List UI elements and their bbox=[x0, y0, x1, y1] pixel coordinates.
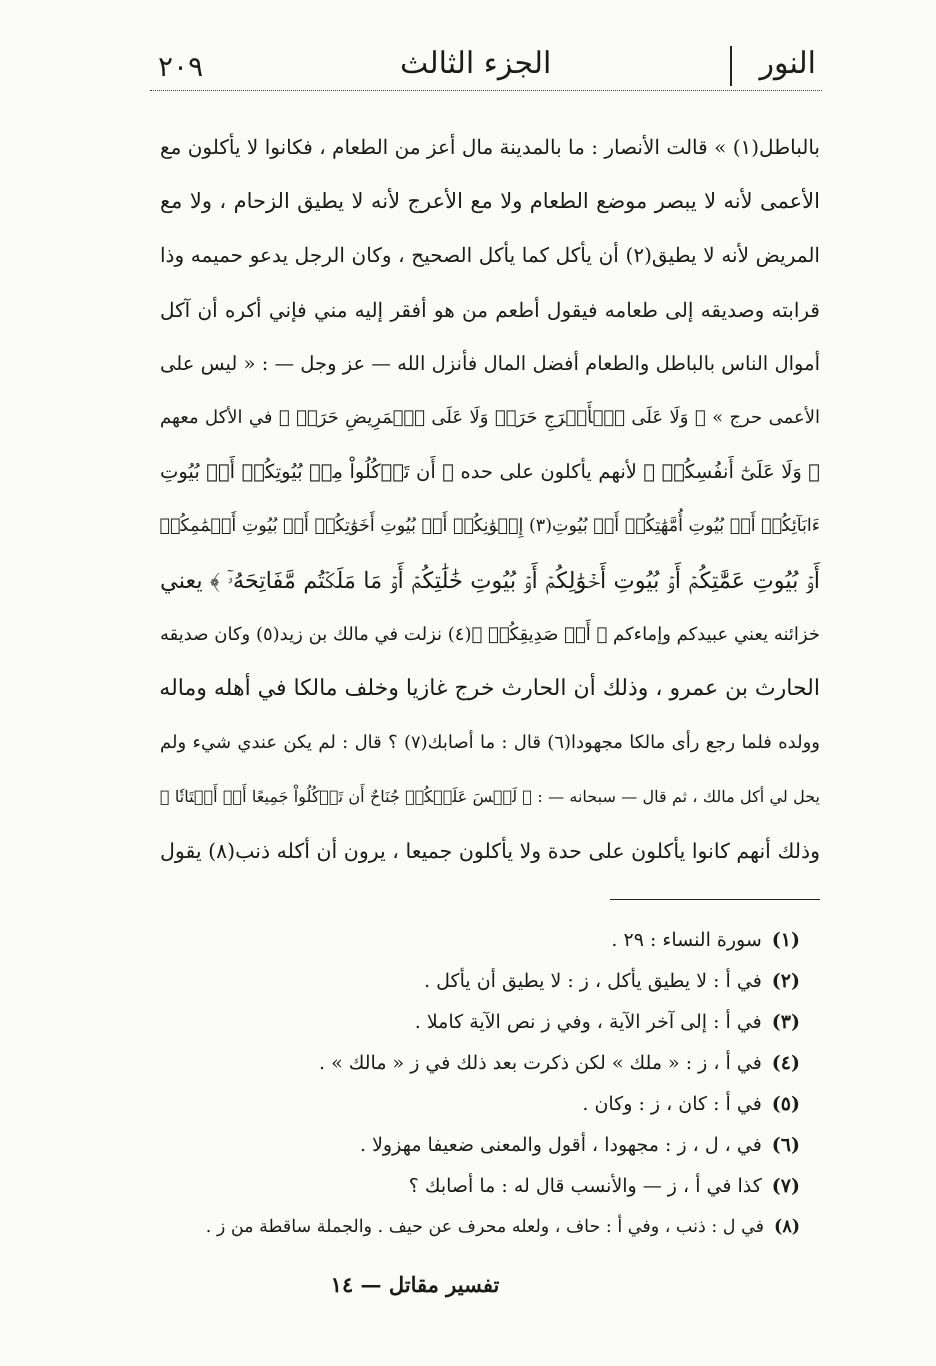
text-line: ءَابَآئِكُمۡ أَوۡ بُيُوتِ أُمَّهَٰتِكُمۡ أَوۡ بُيُوتِ(٣) إِخۡوَٰنِكُمۡ أَوۡ بُيُوتِ أَخَوَٰتِكُمۡ أَوۡ بُيُوتِ أَعۡمَٰمِكُمۡ bbox=[159, 516, 820, 537]
footnote-number: (٣) bbox=[771, 1011, 800, 1033]
footnote bbox=[200, 1125, 800, 1166]
running-header bbox=[150, 40, 822, 91]
footnote bbox=[200, 1084, 800, 1125]
footnote-text: في ، ل ، ز : مجهودا ، أقول والمعنى ضعيفا مهزولا . bbox=[360, 1134, 762, 1156]
main-text bbox=[160, 120, 820, 879]
footnote-text: في أ ، ز : « ملك » لكن ذكرت بعد ذلك في ز « مالك » . bbox=[319, 1052, 762, 1074]
footnote bbox=[200, 1002, 800, 1043]
footnote-text: في أ : إلى آخر الآية ، وفي ز نص الآية كاملا . bbox=[414, 1011, 762, 1033]
page-number: ٢٠٩ bbox=[158, 50, 204, 83]
text-line: الأعمى لأنه لا يبصر موضع الطعام ولا مع الأعرج لأنه لا يطيق الزحام ، ولا مع bbox=[160, 189, 820, 214]
header-part-title: الجزء الثالث bbox=[400, 46, 552, 81]
header-surah-name: النور bbox=[759, 46, 816, 81]
footnote-separator bbox=[610, 899, 820, 900]
text-line: وولده فلما رجع رأى مالكا مجهودا(٦) قال : ما أصابك(٧) ؟ قال : لم يكن عندي شيء ولم bbox=[160, 732, 820, 754]
footnote-number: (٨) bbox=[774, 1217, 800, 1237]
footnote bbox=[200, 1043, 800, 1084]
footnote-text: في ل : ذنب ، وفي أ : حاف ، ولعله محرف عن حيف . والجملة ساقطة من ز . bbox=[205, 1217, 765, 1237]
printer-signature: تفسير مقاتل — ١٤ bbox=[330, 1272, 500, 1297]
text-line: بالباطل(١) » قالت الأنصار : ما بالمدينة مال أعز من الطعام ، فكانوا لا يأكلون مع bbox=[160, 135, 820, 159]
footnote bbox=[200, 1166, 800, 1207]
footnotes bbox=[200, 920, 800, 1248]
text-line: يحل لي أكل مالك ، ثم قال — سبحانه — : ﴿ لَيۡسَ عَلَيۡكُمۡ جُنَاحٌ أَن تَأۡكُلُواْ جَمِيعًا أَوۡ أَشۡتَاتٗا ﴾ bbox=[160, 787, 821, 807]
text-line: أموال الناس بالباطل والطعام أفضل المال فأنزل الله — عز وجل — : « ليس على bbox=[160, 351, 820, 375]
footnote bbox=[200, 961, 800, 1002]
footnote bbox=[200, 920, 800, 961]
header-vertical-rule bbox=[730, 46, 732, 86]
text-line: ﴿ وَلَا عَلَىٰٓ أَنفُسِكُمۡ ﴾ لأنهم يأكلون على حده ﴿ أَن تَأۡكُلُواْ مِنۢ بُيُوتِكُمۡ أَوۡ بُيُوتِ bbox=[160, 460, 820, 484]
text-line: أَوۡ بُيُوتِ عَمَّٰتِكُمۡ أَوۡ بُيُوتِ أَخۡوَٰلِكُمۡ أَوۡ بُيُوتِ خَٰلَٰتِكُمۡ أَوۡ مَا مَلَكۡتُم مَّفَاتِحَهُۥٓ ﴾ يعني bbox=[160, 567, 820, 594]
footnote-number: (٦) bbox=[771, 1134, 800, 1156]
footnote-text: في أ : لا يطيق يأكل ، ز : لا يطيق أن يأكل . bbox=[424, 970, 762, 992]
footnote-number: (٢) bbox=[771, 970, 800, 992]
footnote-number: (٧) bbox=[771, 1175, 800, 1197]
footnote-text: سورة النساء : ٢٩ . bbox=[611, 929, 762, 951]
footnote-number: (٤) bbox=[771, 1052, 800, 1074]
footnote-number: (١) bbox=[771, 929, 800, 951]
text-line: الحارث بن عمرو ، وذلك أن الحارث خرج غازيا وخلف مالكا في أهله وماله bbox=[159, 675, 820, 701]
footnote-number: (٥) bbox=[771, 1093, 800, 1115]
text-line: المريض لأنه لا يطيق(٢) أن يأكل كما يأكل الصحيح ، وكان الرجل يدعو حميمه وذا bbox=[160, 243, 820, 268]
footnote-text: كذا في أ ، ز — والأنسب قال له : ما أصابك ؟ bbox=[408, 1175, 762, 1197]
text-line: الأعمى حرج » ﴿ وَلَا عَلَى ٱلۡأَعۡرَجِ حَرَجٞ وَلَا عَلَى ٱلۡمَرِيضِ حَرَجٞ ﴾ في الأكل معهم bbox=[160, 406, 820, 428]
footnote-text: في أ : كان ، ز : وكان . bbox=[582, 1093, 762, 1115]
footnote bbox=[200, 1207, 800, 1248]
text-line: خزائنه يعني عبيدكم وإماءكم ﴿ أَوۡ صَدِيقِكُمۡ ﴾(٤) نزلت في مالك بن زيد(٥) وكان صديقه bbox=[160, 623, 820, 645]
text-line: قرابته وصديقه إلى طعامه فيقول أطعم من هو أفقر إليه مني فإني أكره أن آكل bbox=[160, 297, 820, 322]
text-line: وذلك أنهم كانوا يأكلون على حدة ولا يأكلون جميعا ، يرون أن أكله ذنب(٨) يقول bbox=[160, 839, 820, 864]
